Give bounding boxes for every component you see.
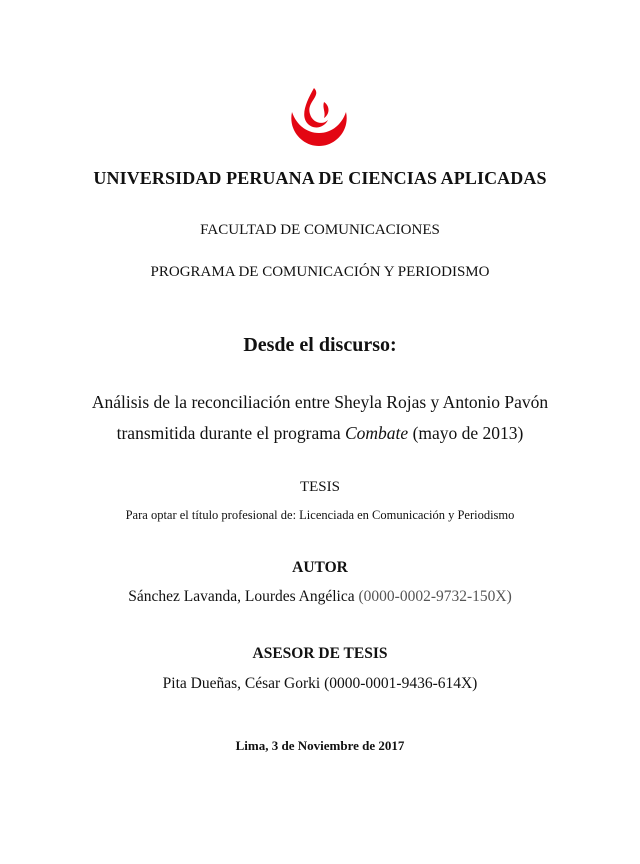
university-name: UNIVERSIDAD PERUANA DE CIENCIAS APLICADAS <box>93 168 547 188</box>
thesis-subtitle-line-2 <box>0 423 640 444</box>
subtitle-prefix: transmitida durante el programa <box>116 423 345 443</box>
advisor-heading: ASESOR DE TESIS <box>252 645 388 662</box>
program-name: PROGRAMA DE COMUNICACIÓN Y PERIODISMO <box>150 264 490 280</box>
advisor-name: Pita Dueñas, César Gorki (0000-0001-9436-614X) <box>162 675 478 692</box>
author-heading: AUTOR <box>292 559 348 576</box>
faculty-name: FACULTAD DE COMUNICACIONES <box>200 222 440 238</box>
degree-purpose: Para optar el título profesional de: Licenciada en Comunicación y Periodismo <box>125 508 515 522</box>
author-line <box>0 588 640 606</box>
upc-flame-logo-icon <box>284 84 354 150</box>
place-and-date: Lima, 3 de Noviembre de 2017 <box>235 738 405 753</box>
author-name: Sánchez Lavanda, Lourdes Angélica <box>128 588 355 605</box>
subtitle-suffix: (mayo de 2013) <box>408 423 524 443</box>
author-orcid: (0000-0002-9732-150X) <box>358 588 512 605</box>
subtitle-program-name: Combate <box>345 423 409 443</box>
document-type: TESIS <box>299 479 340 495</box>
thesis-subtitle-line-1: Análisis de la reconciliación entre Sheyla Rojas y Antonio Pavón <box>91 392 549 412</box>
thesis-title: Desde el discurso: <box>243 334 397 356</box>
